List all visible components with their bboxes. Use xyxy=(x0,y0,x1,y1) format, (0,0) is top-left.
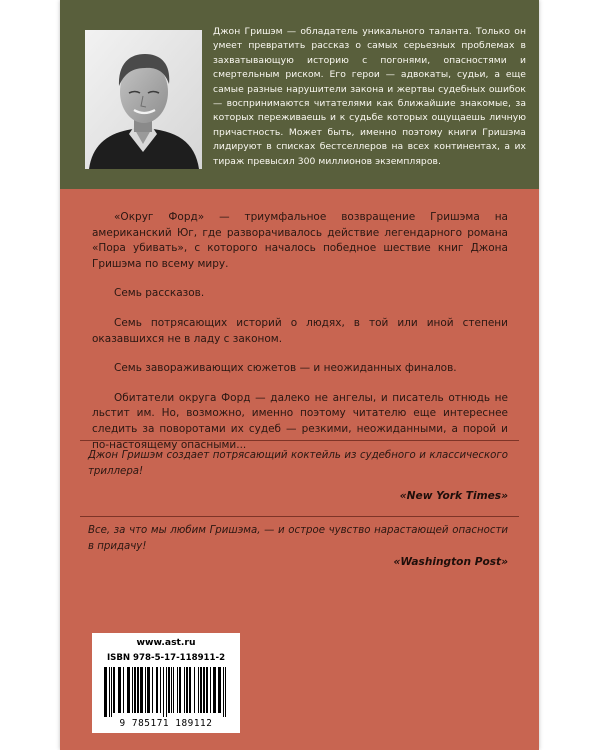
barcode-bar xyxy=(184,667,185,713)
barcode-bar xyxy=(189,667,191,713)
barcode-block xyxy=(92,633,240,733)
barcode-bar xyxy=(147,667,150,713)
description-paragraph: Семь потрясающих историй о людях, в той или иной степени оказавшихся не в ладу с законом. xyxy=(92,316,508,345)
barcode-bar xyxy=(109,667,110,717)
book-description xyxy=(92,210,508,453)
barcode-bar xyxy=(168,667,170,713)
description-paragraph: Обитатели округа Форд — далеко не ангелы, и писатель отнюдь не льстит им. Но, возможно, именно поэтому читателю еще интереснее следить за поворотами их судеб — резкими, неожиданными, а порой и по-настоящему опасными... xyxy=(92,391,508,451)
barcode-bar xyxy=(160,667,161,713)
review-source: «Washington Post» xyxy=(393,556,508,568)
barcode-bar xyxy=(134,667,136,713)
barcode-bar xyxy=(210,667,211,713)
barcode-bar xyxy=(225,667,226,717)
review-quote: Все, за что мы любим Гришэма, — и острое чувство нарастающей опасности в придачу! xyxy=(88,525,508,552)
publisher-website: www.ast.ru xyxy=(136,637,196,648)
barcode-bar xyxy=(194,667,195,713)
barcode-bar xyxy=(213,667,216,713)
barcode-bar xyxy=(111,667,112,717)
barcode-image xyxy=(100,667,232,717)
barcode-bar xyxy=(145,667,146,713)
divider xyxy=(80,440,519,441)
barcode-bar xyxy=(140,667,143,713)
barcode-bar xyxy=(113,667,115,713)
barcode-bar xyxy=(206,667,208,713)
description-paragraph: «Округ Форд» — триумфальное возвращение Гришэма на американский Юг, где разворачивалось действие легендарного романа «Пора убивать», с которого началось победное шествие книг Джона Гришэма по всему миру. xyxy=(92,211,508,270)
barcode-bar xyxy=(152,667,153,713)
barcode-bar xyxy=(186,667,188,713)
description-paragraph: Семь рассказов. xyxy=(114,287,205,300)
barcode-bar xyxy=(132,667,133,713)
barcode-bar xyxy=(156,667,158,713)
barcode-bar xyxy=(173,667,174,713)
barcode-bar xyxy=(163,667,164,717)
author-biography: Джон Гришэм — обладатель уникального таланта. Только он умеет превратить рассказ о самых серьезных проблемах в захватывающую историю с погонями, опасностями и смертельным риском. Его герои — адвокаты, судьи, а еще самые разные нарушители закона и жертвы судебных ошибок — воспринимаются читателями как ближайшие знакомые, за которых переживаешь и к судьбе которых ощущаешь личную причастность. Может быть, именно поэтому книги Гришэма лидируют в списках бестселлеров на всех континентах, а их тираж превысил 300 миллионов экземпляров. xyxy=(213,26,526,167)
description-paragraph: Семь завораживающих сюжетов — и неожиданных финалов. xyxy=(114,362,457,375)
barcode-bar xyxy=(171,667,172,713)
review-source: «New York Times» xyxy=(399,490,508,502)
review-quote: Джон Гришэм создает потрясающий коктейль из судебного и классического триллера! xyxy=(88,450,508,477)
barcode-bar xyxy=(198,667,199,713)
barcode-bar xyxy=(118,667,121,713)
barcode-bar xyxy=(123,667,124,713)
barcode-bar xyxy=(104,667,107,717)
book-back-cover xyxy=(60,0,539,750)
barcode-bar xyxy=(218,667,221,713)
barcode-bar xyxy=(200,667,202,713)
barcode-bar xyxy=(177,667,178,713)
barcode-bar xyxy=(223,667,224,717)
barcode-bar xyxy=(137,667,139,713)
author-photo xyxy=(85,30,202,169)
author-portrait-image xyxy=(85,30,202,169)
author-band xyxy=(60,0,539,189)
barcode-bar xyxy=(203,667,205,713)
barcode-bar xyxy=(166,667,167,717)
isbn-number: ISBN 978-5-17-118911-2 xyxy=(106,653,226,663)
divider xyxy=(80,516,519,517)
barcode-bar xyxy=(127,667,130,713)
barcode-bar xyxy=(179,667,181,713)
barcode-digits: 9 785171 189112 xyxy=(119,718,213,729)
